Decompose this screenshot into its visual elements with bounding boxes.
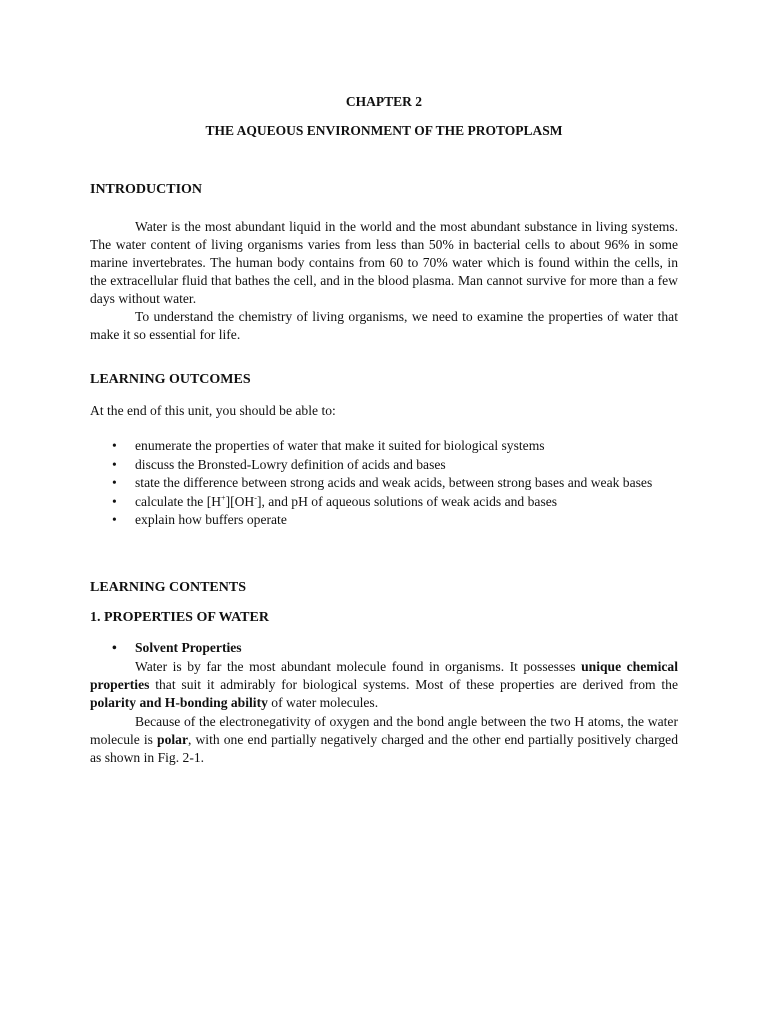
text-segment: calculate the [H: [135, 493, 222, 509]
text-segment: Water is by far the most abundant molecule found in organisms. It possesses: [135, 659, 582, 674]
bold-text: polarity and H-bonding ability: [90, 695, 268, 710]
list-item: [90, 474, 678, 493]
introduction-paragraph-1: Water is the most abundant liquid in the world and the most abundant substance in living systems. The water content of living organisms varies from less than 50% in bacterial cells to about 96% in some marine invertebrates. The human body contains from 60 to 70% water which is found within the cells, in the extracellular fluid that bathes the cell, and in the blood plasma. Man cannot survive for more than a few days without water.: [90, 219, 678, 306]
bold-text: unique chemical properties: [90, 659, 678, 692]
list-item: [90, 437, 678, 456]
list-item-text: state the difference between strong acids and weak acids, between strong bases and weak bases: [135, 475, 653, 490]
list-item: [90, 511, 678, 530]
list-item: [90, 493, 678, 512]
solvent-properties-heading: [90, 640, 242, 656]
superscript-minus: -: [254, 492, 257, 502]
bullet-icon: •: [112, 475, 117, 490]
chapter-title: THE AQUEOUS ENVIRONMENT OF THE PROTOPLASM: [205, 123, 563, 138]
solvent-properties-label: Solvent Properties: [135, 640, 242, 655]
text-segment: that suit it admirably for biological systems. Most of these properties are derived from the: [149, 677, 678, 692]
list-item-text: [135, 494, 557, 509]
list-item: [90, 456, 678, 475]
list-item-text: explain how buffers operate: [135, 512, 287, 527]
text-segment: Because of the electronegativity of oxygen and the bond angle between the two H atoms, the water molecule is: [90, 714, 678, 747]
text-segment: , with one end partially negatively charged and the other end partially positively charged as shown in Fig. 2-1.: [90, 732, 678, 765]
learning-outcomes-list: [90, 437, 678, 530]
bullet-icon: •: [112, 456, 117, 472]
list-item-text: discuss the Bronsted-Lowry definition of acids and bases: [135, 456, 446, 472]
introduction-paragraph-2: To understand the chemistry of living organisms, we need to examine the properties of water that make it so essential for life.: [90, 309, 678, 342]
solvent-paragraph-2: [90, 713, 678, 767]
section-heading-properties-of-water: 1. PROPERTIES OF WATER: [90, 610, 269, 625]
bullet-icon: •: [112, 640, 117, 655]
list-item-text: enumerate the properties of water that make it suited for biological systems: [135, 438, 545, 453]
introduction-heading: INTRODUCTION: [90, 182, 203, 197]
solvent-paragraph-1: [90, 658, 678, 712]
learning-outcomes-intro: At the end of this unit, you should be able to:: [90, 403, 336, 418]
learning-outcomes-heading: LEARNING OUTCOMES: [90, 372, 251, 387]
text-segment: ][OH: [225, 493, 255, 509]
bullet-icon: •: [112, 438, 117, 453]
learning-contents-heading: LEARNING CONTENTS: [90, 580, 246, 595]
text-segment: ], and pH of aqueous solutions of weak acids and bases: [256, 493, 558, 509]
text-segment: of water molecules.: [267, 695, 379, 710]
bullet-icon: •: [112, 493, 117, 509]
superscript-plus: +: [221, 492, 226, 502]
bullet-icon: •: [112, 512, 117, 527]
chapter-label: CHAPTER 2: [345, 94, 423, 109]
bold-text: polar: [157, 732, 189, 747]
